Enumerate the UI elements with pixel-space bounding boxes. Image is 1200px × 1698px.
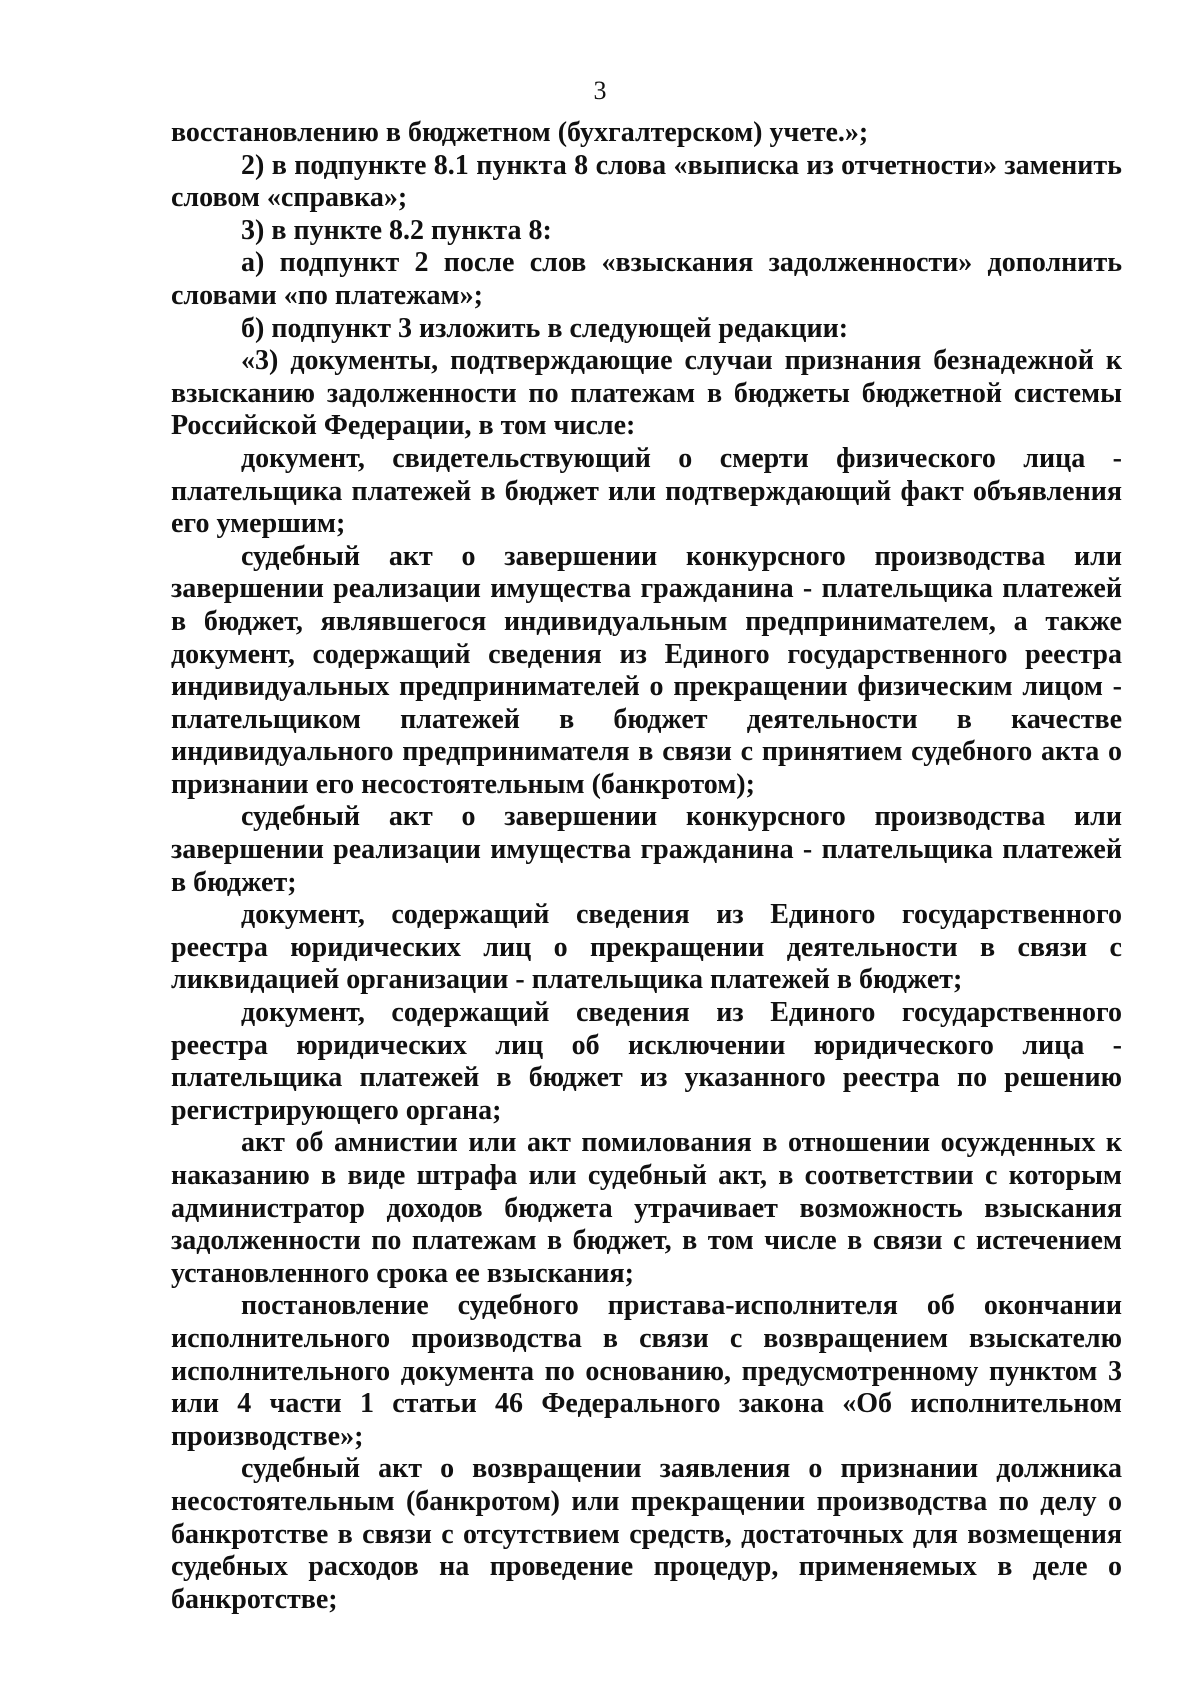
paragraph-bailiff-resolution: постановление судебного пристава-исполнителя об окончании исполнительного производства в связи с возвращением взыскателю исполнительного документа по основанию, предусмотренному пунктом 3 или 4 части 1 статьи 46 Федерального закона «Об исполнительном производстве»; bbox=[171, 1290, 1122, 1452]
paragraph-bankruptcy-return: судебный акт о возвращении заявления о признании должника несостоятельным (банкротом) или прекращении производства по делу о банкротстве в связи с отсутствием средств, достаточных для возмещения судебных расходов на проведение процедур, применяемых в деле о банкротстве; bbox=[171, 1453, 1122, 1615]
paragraph-item-3: 3) в пункте 8.2 пункта 8: bbox=[241, 214, 552, 246]
paragraph-exclusion-from-registry: документ, содержащий сведения из Единого государственного реестра юридических лиц об исключении юридического лица - плательщика платежей в бюджет из указанного реестра по решению регистрирующего органа; bbox=[171, 997, 1122, 1126]
page-number: 3 bbox=[593, 76, 607, 105]
paragraph-new-wording: «3) документы, подтверждающие случаи признания безнадежной к взысканию задолженности по платежам в бюджеты бюджетной системы Российской Федерации, в том числе: bbox=[171, 345, 1122, 442]
paragraph-bankruptcy-entrepreneur: судебный акт о завершении конкурсного производства или завершении реализации имущества гражданина - плательщика платежей в бюджет, являвшегося индивидуальным предпринимателем, а также документ, содержащий сведения из Единого государственного реестра индивидуальных предпринимателей о прекращении физическим лицом - плательщиком платежей в бюджет деятельности в качестве индивидуального предпринимателя в связи с принятием судебного акта о признании его несостоятельным (банкротом); bbox=[171, 540, 1122, 800]
document-body bbox=[171, 117, 1122, 1616]
paragraph-amnesty: акт об амнистии или акт помилования в отношении осужденных к наказанию в виде штрафа или судебный акт, в соответствии с которым администратор доходов бюджета утрачивает возможность взыскания задолженности по платежам в бюджет, в том числе в связи с истечением установленного срока ее взыскания; bbox=[171, 1127, 1122, 1289]
paragraph-bankruptcy-citizen: судебный акт о завершении конкурсного производства или завершении реализации имущества гражданина - плательщика платежей в бюджет; bbox=[171, 801, 1122, 898]
paragraph-continuation: восстановлению в бюджетном (бухгалтерском) учете.»; bbox=[171, 117, 869, 148]
paragraph-death-document: документ, свидетельствующий о смерти физического лица - плательщика платежей в бюджет или подтверждающий факт объявления его умершим; bbox=[171, 442, 1122, 540]
paragraph-subitem-b: б) подпункт 3 изложить в следующей редакции: bbox=[241, 312, 849, 344]
paragraph-liquidation: документ, содержащий сведения из Единого государственного реестра юридических лиц о прекращении деятельности в связи с ликвидацией организации - плательщика платежей в бюджет; bbox=[171, 899, 1122, 996]
paragraph-subitem-a: а) подпункт 2 после слов «взыскания задолженности» дополнить словами «по платежам»; bbox=[171, 247, 1122, 311]
paragraph-item-2: 2) в подпункте 8.1 пункта 8 слова «выписка из отчетности» заменить словом «справка»; bbox=[171, 149, 1122, 214]
